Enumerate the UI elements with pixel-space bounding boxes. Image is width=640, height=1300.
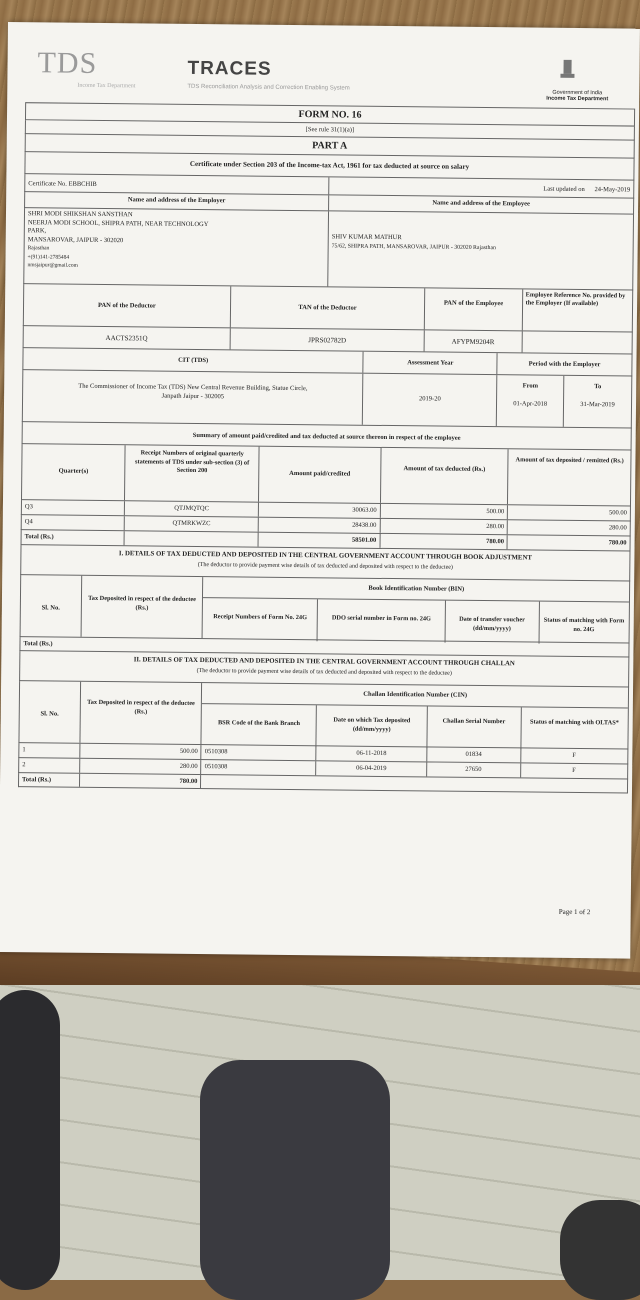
- challan-cell: 27650: [427, 762, 521, 777]
- challan-subheading: (The deductor to provide payment wise details of tax deducted and deposited with respect to the deductee): [196, 668, 452, 677]
- employer-line: NEERJA MODI SCHOOL, SHIPRA PATH, NEAR TECHNOLOGY: [27, 218, 209, 228]
- summary-cell: Q3: [22, 500, 126, 515]
- period-to: [564, 376, 631, 428]
- page-number: Page 1 of 2: [558, 907, 591, 917]
- form-title: FORM NO. 16: [298, 109, 362, 121]
- summary-header-row: [21, 444, 632, 506]
- summary-cell: Total (Rs.): [22, 530, 126, 545]
- tds-tagline: Income Tax Department: [77, 82, 136, 90]
- form-body: [18, 102, 635, 793]
- pan-employee-label: PAN of the Employee: [425, 288, 523, 330]
- challan-cell: 01834: [427, 747, 521, 762]
- challan-col-tax: Tax Deposited in respect of the deductee (Rs.): [80, 682, 202, 744]
- challan-col-status: Status of matching with OLTAS*: [529, 718, 619, 727]
- challan-col-bsr: BSR Code of the Bank Branch: [202, 704, 317, 747]
- pan-heading-row: [23, 284, 633, 332]
- summary-cell: Q4: [22, 515, 126, 530]
- last-updated-label: Last updated on: [543, 185, 585, 194]
- from-label: From: [522, 382, 539, 390]
- form16-document: [0, 22, 640, 959]
- challan-col-slno: Sl. No.: [19, 681, 80, 743]
- summary-col-quarter: Quarter(s): [22, 444, 126, 500]
- book-col-tax: Tax Deposited in respect of the deductee (Rs.): [81, 576, 203, 638]
- last-updated-value: 24-May-2019: [594, 186, 631, 194]
- employer-heading: Name and address of the Employer: [25, 192, 329, 210]
- book-bin-group: [203, 577, 629, 642]
- traces-title: TRACES: [187, 57, 272, 80]
- challan-header-row: [18, 681, 629, 749]
- employer-email: nmsjaipur@gmail.com: [27, 262, 78, 269]
- pan-employee-value: AFYPM9204R: [425, 330, 522, 352]
- challan-col-cin: Challan Identification Number (CIN): [202, 683, 628, 708]
- to-value: 31-Mar-2019: [580, 401, 615, 409]
- summary-cell: 58501.00: [259, 533, 381, 548]
- gov-line2: Income Tax Department: [546, 95, 609, 103]
- book-header-row: [20, 575, 631, 643]
- summary-cell: 500.00: [381, 504, 509, 519]
- challan-heading: II. DETAILS OF TAX DEDUCTED AND DEPOSITED IN THE CENTRAL GOVERNMENT ACCOUNT THROUGH CHALLAN: [133, 656, 515, 668]
- pan-deductor-value: AACTS2351Q: [24, 326, 231, 349]
- book-col-receipt: Receipt Numbers of Form No. 24G: [203, 598, 318, 641]
- employer-line: PARK,: [27, 227, 47, 235]
- summary-cell: [125, 531, 259, 546]
- certificate-heading: Certificate under Section 203 of the Income-tax Act, 1961 for tax deducted at source on salary: [189, 159, 470, 171]
- shoe-left: [0, 990, 60, 1290]
- book-col-ddo: DDO serial number in Form no. 24G: [318, 599, 446, 642]
- employee-line: 75/62, SHIPRA PATH, MANSAROVAR, JAIPUR - 302020 Rajasthan: [331, 242, 496, 251]
- challan-cell: F: [572, 751, 576, 759]
- employee-name: SHIV KUMAR MATHUR: [331, 233, 402, 242]
- summary-cell: 30063.00: [259, 503, 381, 518]
- ay-value: 2019-20: [363, 374, 497, 426]
- employee-heading: Name and address of the Employee: [432, 199, 530, 208]
- period-label: Period with the Employer: [528, 360, 601, 369]
- gov-label: [527, 89, 627, 102]
- summary-cell: 780.00: [608, 539, 627, 547]
- emblem-icon: [555, 58, 579, 82]
- challan-cell: 1: [19, 743, 80, 758]
- tan-deductor-label: TAN of the Deductor: [231, 286, 426, 329]
- book-total-label: Total (Rs.): [23, 640, 53, 648]
- challan-total-label: Total (Rs.): [19, 773, 80, 787]
- employer-address: [24, 208, 329, 286]
- employee-address: [328, 211, 633, 289]
- challan-col-serial: Challan Serial Number: [427, 706, 521, 749]
- challan-cell: 06-04-2019: [316, 761, 427, 776]
- employer-line: MANSAROVAR, JAIPUR - 302020: [27, 235, 124, 244]
- shoe-far-right: [560, 1200, 640, 1300]
- challan-cell: 06-11-2018: [317, 746, 428, 761]
- book-sub-cols: [203, 598, 629, 644]
- tan-deductor-value: JPRS02782D: [230, 328, 425, 351]
- summary-cell: 280.00: [608, 524, 627, 532]
- emp-ref-value: [522, 331, 632, 353]
- summary-cell: QTMRKWZC: [125, 516, 259, 531]
- employer-line: SHRI MODI SHIKSHAN SANSTHAN: [27, 210, 133, 219]
- emp-ref-label: Employee Reference No. provided by the Employer (If available): [525, 291, 626, 308]
- summary-col-amount: Amount paid/credited: [259, 447, 381, 503]
- tds-logo: TDS: [37, 46, 98, 80]
- cit-value: The Commissioner of Income Tax (TDS) New Central Revenue Building, Statue Circle, Janpath Jaipur - 302005: [23, 370, 364, 425]
- challan-sub-cols: [202, 704, 628, 750]
- certificate-no: Certificate No. EBBCHIB: [25, 174, 329, 194]
- document-header: [27, 42, 628, 108]
- cit-value-row: [22, 370, 633, 428]
- summary-cell: 500.00: [608, 509, 627, 517]
- gov-line1: Government of India: [552, 89, 603, 97]
- rule-text: [See rule 31(1)(a)]: [305, 126, 355, 134]
- pan-deductor-label: PAN of the Deductor: [24, 284, 231, 327]
- cit-label: CIT (TDS): [23, 348, 364, 373]
- challan-col-date: Date on which Tax deposited (dd/mm/yyyy): [317, 705, 428, 748]
- book-subheading: (The deductor to provide payment wise details of tax deducted and deposited with respect to the deductee): [197, 562, 453, 571]
- summary-cell: 780.00: [380, 534, 508, 549]
- period-from: [497, 375, 564, 427]
- book-col-date: Date of transfer voucher (dd/mm/yyyy): [445, 601, 539, 644]
- book-col-status: Status of matching with Form no. 24G: [543, 616, 625, 634]
- challan-cell: 280.00: [80, 759, 202, 774]
- book-col-slno: Sl. No.: [21, 575, 82, 637]
- challan-total-value: 780.00: [80, 774, 202, 788]
- last-updated: [329, 177, 633, 197]
- book-heading: I. DETAILS OF TAX DEDUCTED AND DEPOSITED IN THE CENTRAL GOVERNMENT ACCOUNT THROUGH BOOK ADJUSTMENT: [118, 550, 532, 562]
- summary-cell: 28438.00: [259, 518, 381, 533]
- employer-line: +(91)141-2785484: [27, 253, 70, 261]
- summary-col-deposited: Amount of tax deposited / remitted (Rs.): [515, 456, 624, 465]
- summary-cell: 280.00: [380, 519, 508, 534]
- summary-heading: Summary of amount paid/credited and tax deducted at source thereon in respect of the employee: [192, 431, 461, 442]
- summary-col-deducted: Amount of tax deducted (Rs.): [381, 448, 509, 504]
- ay-label: Assessment Year: [364, 352, 498, 374]
- from-value: 01-Apr-2018: [513, 400, 548, 408]
- challan-cell: 0510308: [202, 760, 317, 775]
- summary-cell: QTJMQTQC: [125, 501, 259, 516]
- shoe-right: [200, 1060, 390, 1300]
- traces-tagline: TDS Reconciliation Analysis and Correction Enabling System: [187, 83, 350, 92]
- address-row: [23, 208, 634, 290]
- challan-cin-group: [202, 683, 628, 748]
- challan-cell: 2: [19, 758, 80, 773]
- summary-col-receipt: Receipt Numbers of original quarterly statements of TDS under sub-section (3) of Section 200: [125, 445, 259, 501]
- employer-line: Rajasthan: [27, 245, 50, 252]
- challan-cell: 500.00: [80, 744, 202, 759]
- challan-cell: 0510308: [202, 745, 317, 760]
- part-title: PART A: [312, 140, 348, 152]
- to-label: To: [594, 383, 602, 391]
- challan-cell: F: [572, 766, 576, 774]
- book-col-bin: Book Identification Number (BIN): [203, 577, 629, 602]
